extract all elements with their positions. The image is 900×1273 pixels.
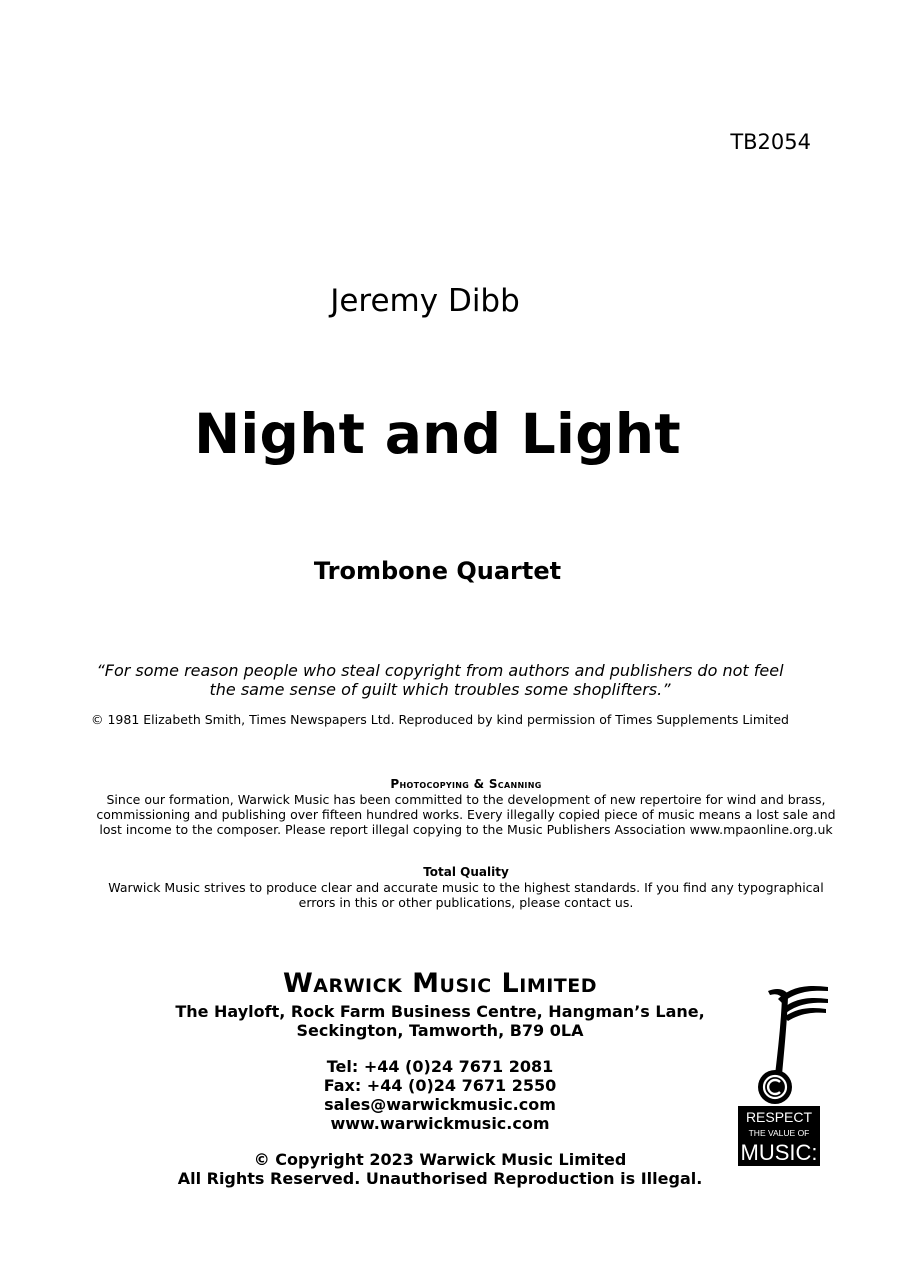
quote-line-1: “For some reason people who steal copyright from authors and publishers do not feel (96, 661, 784, 680)
total-quality-line-2: errors in this or other publications, please contact us. (298, 895, 634, 910)
photocopying-section (0, 777, 900, 837)
photocopying-heading: Photocopying & Scanning (390, 777, 542, 791)
logo-value-of-text: THE VALUE OF (738, 1126, 820, 1140)
music-note-copyright-icon (738, 983, 830, 1105)
respect-music-logo (738, 983, 830, 1168)
quote-line-2: the same sense of guilt which troubles some shoplifters.” (209, 680, 671, 699)
photocopying-line-3: lost income to the composer. Please report illegal copying to the Music Publishers Association www.mpaonline.org.uk (99, 822, 833, 837)
rights-notice: All Rights Reserved. Unauthorised Reproduction is Illegal. (177, 1169, 703, 1188)
copyright-notice: © Copyright 2023 Warwick Music Limited (253, 1150, 627, 1169)
logo-respect-text: RESPECT (738, 1106, 820, 1128)
publisher-website-link[interactable]: www.warwickmusic.com (330, 1114, 550, 1133)
piece-title: Night and Light (194, 402, 681, 466)
instrumentation-subtitle: Trombone Quartet (313, 557, 562, 585)
catalog-number: TB2054 (730, 130, 811, 154)
publisher-address-line-1: The Hayloft, Rock Farm Business Centre, Hangman’s Lane, (175, 1002, 705, 1021)
quote-credit: © 1981 Elizabeth Smith, Times Newspapers Ltd. Reproduced by kind permission of Times Supplements Limited (91, 712, 789, 727)
publisher-fax: Fax: +44 (0)24 7671 2550 (323, 1076, 557, 1095)
publisher-name: Warwick Music Limited (282, 968, 598, 999)
logo-music-text: MUSIC: (738, 1140, 820, 1166)
total-quality-section (0, 865, 900, 910)
composer-name: Jeremy Dibb (330, 283, 520, 319)
publisher-address-line-2: Seckington, Tamworth, B79 0LA (296, 1021, 584, 1040)
publisher-tel: Tel: +44 (0)24 7671 2081 (326, 1057, 554, 1076)
copyright-quote (0, 661, 880, 699)
total-quality-heading: Total Quality (423, 865, 509, 879)
publisher-email-link[interactable]: sales@warwickmusic.com (324, 1095, 556, 1114)
total-quality-line-1: Warwick Music strives to produce clear and accurate music to the highest standards. If you find any typographical (108, 880, 824, 895)
photocopying-line-1: Since our formation, Warwick Music has been committed to the development of new repertoire for wind and brass, (106, 792, 826, 807)
photocopying-line-2: commissioning and publishing over fifteen hundred works. Every illegally copied piece of music means a lost sale and (96, 807, 836, 822)
